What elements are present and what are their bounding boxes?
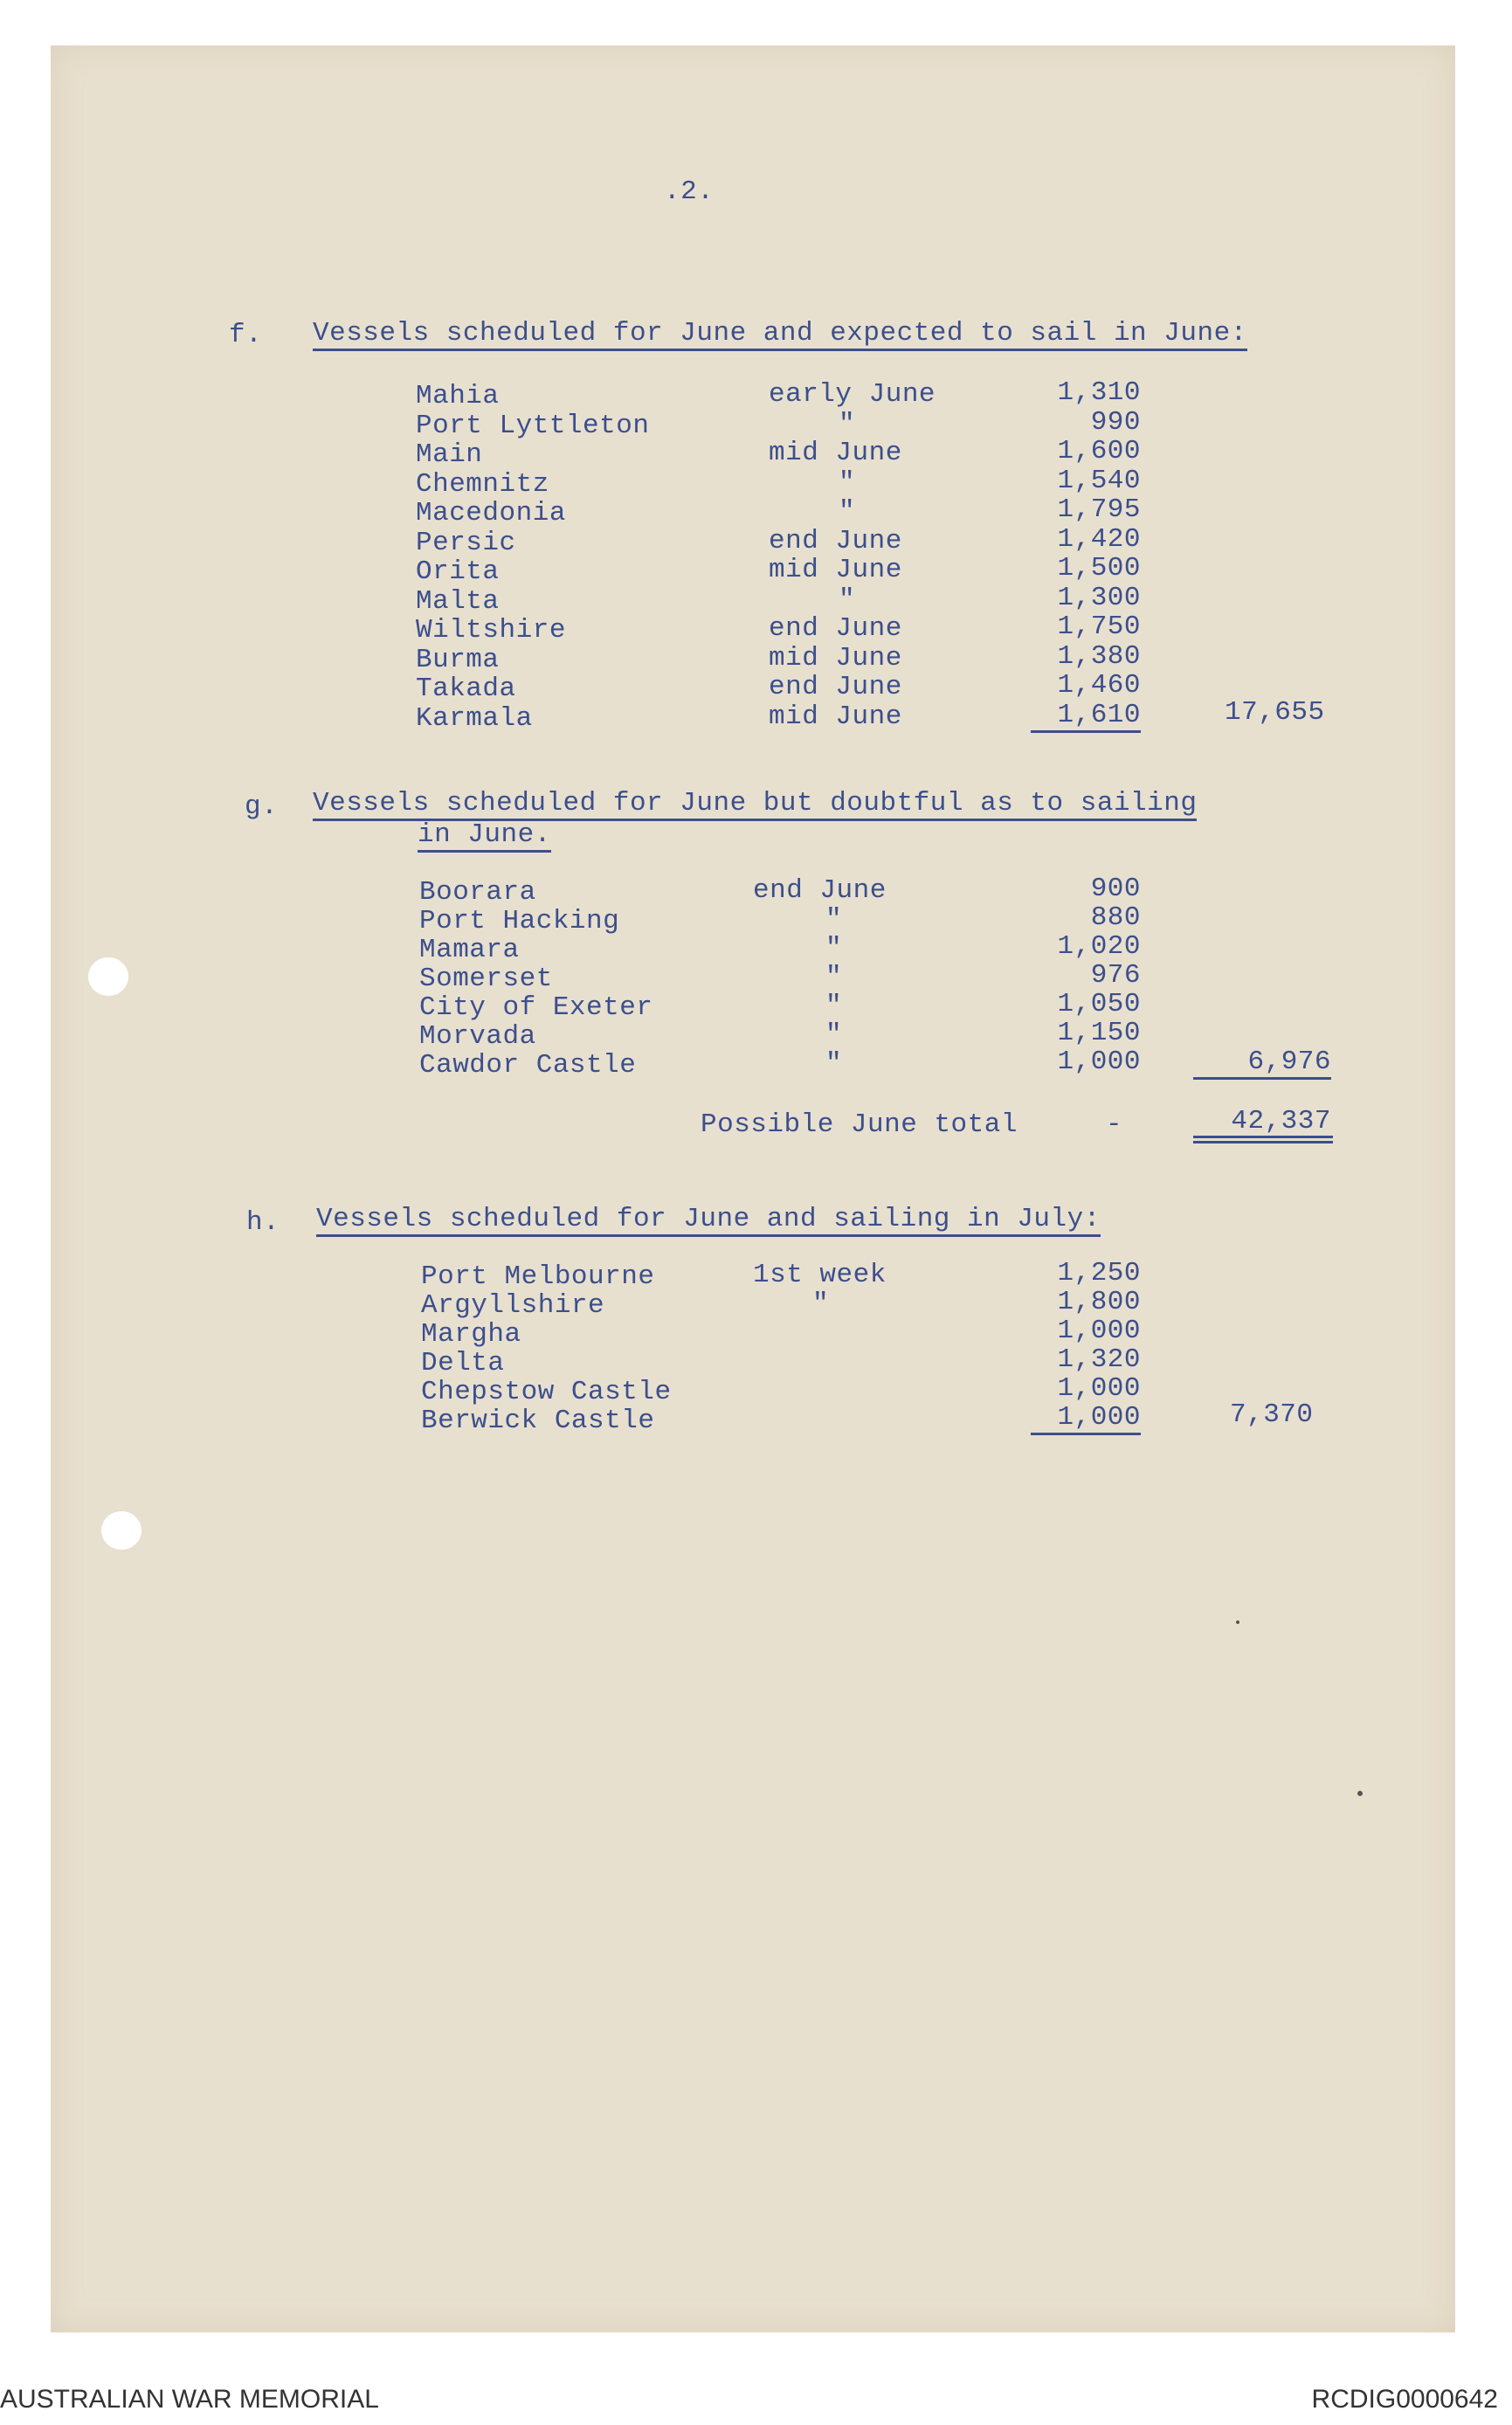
sailing-date: early June: [769, 379, 936, 410]
vessel-name: Karmala: [416, 702, 533, 734]
page-number: .2.: [664, 176, 715, 207]
troop-count: 1,380: [1057, 640, 1141, 672]
sailing-date: mid June: [769, 701, 902, 732]
possible-total-label: Possible June total: [701, 1109, 1018, 1140]
vessel-name: Malta: [416, 585, 500, 617]
vessel-name: Port Melbourne: [421, 1261, 655, 1292]
vessel-name: Main: [416, 439, 483, 470]
footer-institution: AUSTRALIAN WAR MEMORIAL: [0, 2385, 379, 2414]
section-letter: g.: [245, 791, 279, 822]
sailing-date: mid June: [769, 438, 902, 468]
vessel-name: Delta: [421, 1348, 505, 1378]
troop-count: 1,000: [1057, 1316, 1141, 1346]
troop-count: 1,500: [1057, 553, 1141, 584]
vessel-name: Macedonia: [416, 498, 566, 529]
troop-count: 880: [1090, 902, 1141, 933]
sailing-date: end June: [753, 875, 887, 906]
sailing-date: end June: [769, 613, 902, 644]
total-double-rule-top: [1193, 1136, 1333, 1138]
vessel-name: Takada: [416, 674, 516, 704]
vessel-name: Morvada: [419, 1021, 536, 1052]
troop-count: 1,000: [1031, 1404, 1141, 1435]
vessel-name: Port Hacking: [419, 906, 620, 936]
section-heading: Vessels scheduled for June and sailing in July:: [316, 1206, 1101, 1237]
troop-count: 976: [1090, 960, 1141, 991]
vessel-name: Argyllshire: [421, 1290, 605, 1321]
troop-count: 1,540: [1057, 465, 1141, 496]
ditto-mark: ": [839, 496, 856, 527]
section-heading-continued: in June.: [418, 821, 551, 853]
troop-count: 1,000: [1057, 1373, 1141, 1404]
ditto-mark: ": [825, 933, 843, 964]
troop-count: 1,600: [1057, 436, 1141, 466]
vessel-name: Cawdor Castle: [419, 1050, 637, 1081]
ditto-mark: ": [839, 408, 856, 439]
ditto-mark: ": [825, 962, 843, 992]
ink-speck: [1357, 1791, 1363, 1796]
troop-count: 1,610: [1031, 701, 1141, 733]
section-letter: h.: [246, 1207, 280, 1238]
troop-count: 1,000: [1057, 1047, 1141, 1077]
sailing-date: end June: [769, 525, 902, 556]
document-page: [51, 45, 1455, 2332]
sailing-date: mid June: [769, 642, 902, 674]
troop-count: 1,750: [1057, 611, 1141, 642]
troop-count: 1,795: [1057, 494, 1141, 525]
troop-count: 1,800: [1057, 1287, 1141, 1317]
vessel-name: Margha: [421, 1319, 521, 1350]
troop-count: 1,310: [1057, 377, 1141, 408]
ditto-mark: ": [825, 991, 843, 1021]
vessel-name: Orita: [416, 556, 500, 587]
troop-count: 1,320: [1057, 1344, 1141, 1375]
troop-count: 1,250: [1057, 1258, 1141, 1288]
vessel-name: Burma: [416, 644, 500, 675]
vessel-name: Mamara: [419, 935, 520, 965]
troop-count: 1,420: [1057, 523, 1141, 555]
troop-count: 1,050: [1057, 989, 1141, 1019]
vessel-name: Somerset: [419, 964, 553, 994]
troop-count: 1,460: [1057, 670, 1141, 701]
possible-total-value: 42,337: [1231, 1106, 1331, 1137]
troop-count: 990: [1090, 406, 1141, 438]
ditto-mark: ": [839, 584, 856, 615]
vessel-name: Chemnitz: [416, 468, 549, 500]
punch-hole-bottom: [101, 1511, 142, 1550]
ditto-mark: ": [839, 466, 856, 498]
punch-hole-top: [88, 957, 128, 996]
ink-speck: [1236, 1620, 1239, 1624]
ditto-mark: ": [825, 1019, 843, 1050]
section-total: 17,655: [1225, 697, 1325, 728]
total-double-rule-bottom: [1193, 1141, 1333, 1143]
footer-record-id: RCDIG0000642: [1311, 2385, 1498, 2414]
sailing-date: 1st week: [753, 1260, 887, 1290]
section-heading: Vessels scheduled for June and expected to sail in June:: [313, 320, 1247, 351]
vessel-name: Mahia: [416, 381, 500, 411]
ditto-mark: ": [825, 1048, 843, 1079]
vessel-name: City of Exeter: [419, 992, 653, 1023]
troop-count: 1,020: [1057, 931, 1141, 962]
vessel-name: Chepstow Castle: [421, 1377, 672, 1407]
vessel-name: Boorara: [419, 877, 536, 908]
section-letter: f.: [229, 320, 263, 350]
section-total: 7,370: [1230, 1399, 1314, 1430]
vessel-name: Persic: [416, 527, 516, 558]
possible-total-dash: -: [1106, 1109, 1123, 1140]
vessel-name: Wiltshire: [416, 615, 566, 646]
sailing-date: mid June: [769, 555, 902, 585]
sailing-date: end June: [769, 672, 902, 702]
ditto-mark: ": [825, 904, 843, 935]
section-heading: Vessels scheduled for June but doubtful as to sailing: [313, 790, 1197, 821]
troop-count: 1,150: [1057, 1018, 1141, 1048]
ditto-mark: ": [812, 1288, 830, 1319]
troop-count: 900: [1090, 874, 1141, 904]
troop-count: 1,300: [1057, 582, 1141, 613]
section-total: 6,976: [1193, 1048, 1331, 1080]
vessel-name: Berwick Castle: [421, 1406, 655, 1436]
vessel-name: Port Lyttleton: [416, 410, 650, 441]
